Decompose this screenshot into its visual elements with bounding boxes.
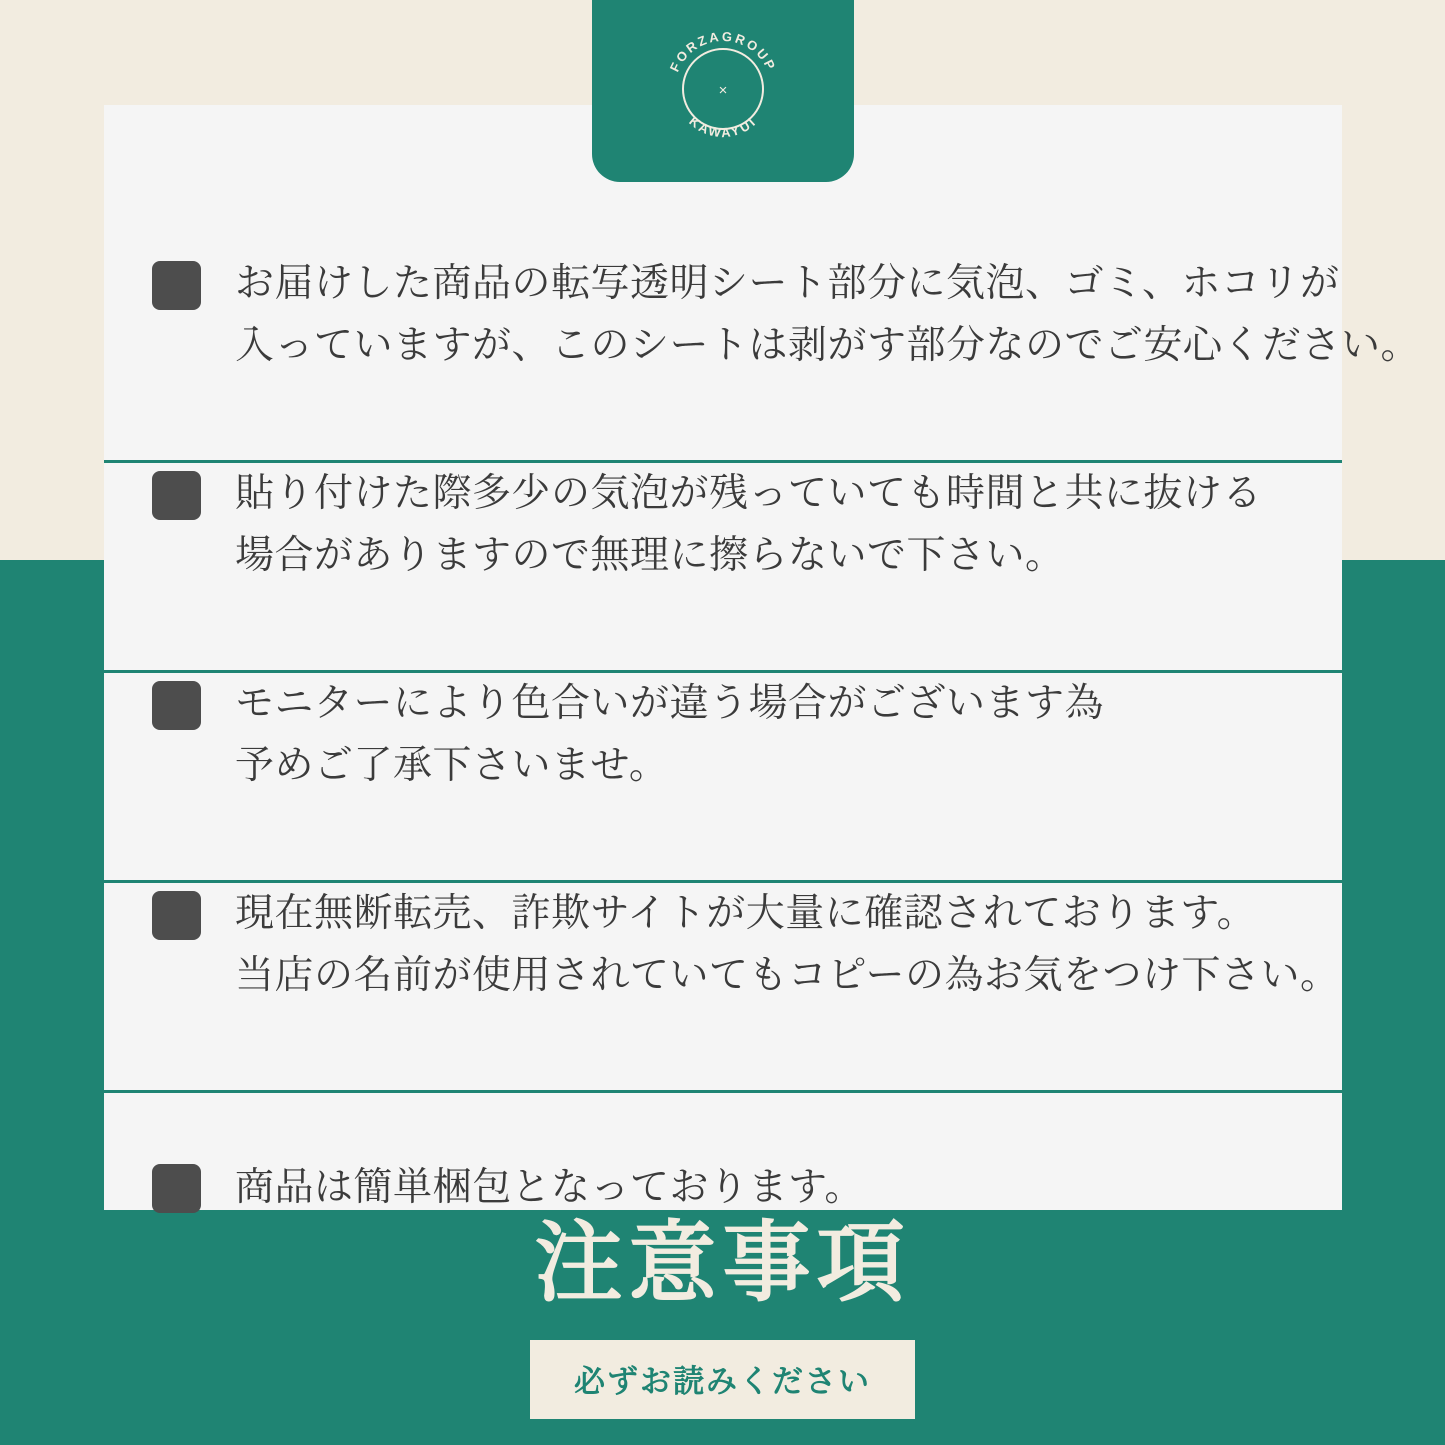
page-title: 注意事項 xyxy=(534,1213,911,1312)
list-item-line: 当店の名前が使用されていてもコピーの為お気をつけ下さい。 xyxy=(235,953,1340,997)
list-item-text xyxy=(235,883,1339,1006)
bullet-square-icon xyxy=(152,891,201,940)
bullet-square-icon xyxy=(152,681,201,730)
list-item xyxy=(104,253,1421,463)
list-item-text xyxy=(235,1157,864,1219)
list-item-line: 予めご了承下さいませ。 xyxy=(235,743,669,787)
list-item-text xyxy=(235,673,1104,796)
list-item-text xyxy=(235,253,1420,376)
list-item xyxy=(104,463,1342,673)
list-item-line: 貼り付けた際多少の気泡が残っていても時間と共に抜ける xyxy=(235,472,1263,515)
footer-block xyxy=(0,1215,1445,1419)
notice-list xyxy=(104,105,1421,1283)
notice-card xyxy=(104,105,1421,1210)
svg-text:KAWAYUI: KAWAYUI xyxy=(686,113,760,141)
list-item-line: 商品は簡単梱包となっております。 xyxy=(235,1166,864,1210)
list-item-line: 現在無断転売、詐欺サイトが大量に確認されております。 xyxy=(235,892,1257,935)
list-item xyxy=(104,673,1342,883)
brand-logo-badge xyxy=(592,0,854,182)
bullet-square-icon xyxy=(152,261,201,310)
list-item-line: 場合がありますので無理に擦らないで下さい。 xyxy=(235,533,1065,577)
status-badge: 必ずお読みください xyxy=(530,1340,915,1419)
bullet-square-icon xyxy=(152,471,201,520)
svg-text:FORZAGROUP: FORZAGROUP xyxy=(666,28,780,75)
list-item-line: お届けした商品の転写透明シート部分に気泡、ゴミ、ホコリが xyxy=(235,262,1340,305)
list-item-line: 入っていますが、このシートは剥がす部分なのでご安心ください。 xyxy=(235,323,1421,367)
list-item-text xyxy=(235,463,1262,586)
list-item xyxy=(104,883,1342,1093)
svg-text:×: × xyxy=(718,82,728,99)
list-item-line: モニターにより色合いが違う場合がございます為 xyxy=(235,682,1105,725)
bullet-square-icon xyxy=(152,1164,201,1213)
logo-circular-mark-icon xyxy=(648,14,798,164)
